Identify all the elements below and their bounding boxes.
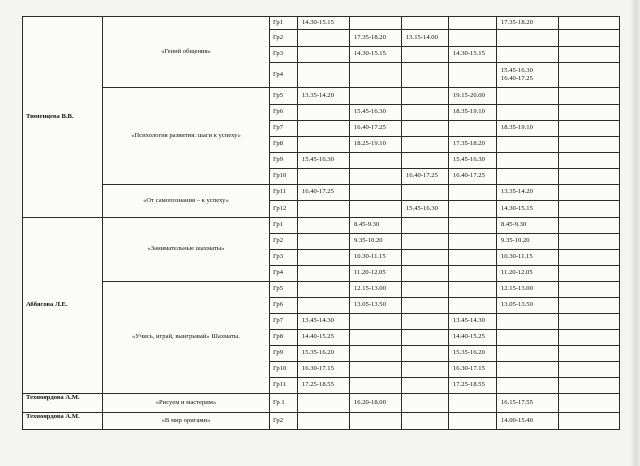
time-cell — [497, 105, 559, 121]
time-cell — [559, 282, 620, 298]
time-cell — [298, 266, 350, 282]
time-cell — [497, 137, 559, 153]
time-cell: 16.30-17.15 — [449, 362, 497, 378]
time-cell — [559, 250, 620, 266]
time-cell — [497, 362, 559, 378]
time-cell — [559, 218, 620, 234]
course-title: «Гений общения» — [103, 17, 270, 88]
time-cell: 17.25-18.55 — [449, 378, 497, 394]
time-cell: 9.35-10.20 — [350, 234, 402, 250]
time-cell — [298, 105, 350, 121]
time-cell: 16.20-18.00 — [350, 394, 402, 413]
group-label: Гр5 — [270, 282, 298, 298]
time-cell: 13.45-14.30 — [449, 314, 497, 330]
time-cell: 10.30-11.15 — [497, 250, 559, 266]
time-cell — [402, 63, 449, 88]
time-cell — [559, 330, 620, 346]
time-cell — [559, 185, 620, 201]
time-cell: 13.35-14.20 — [298, 88, 350, 105]
time-cell — [350, 88, 402, 105]
time-cell — [449, 121, 497, 137]
time-cell — [402, 266, 449, 282]
time-cell — [350, 362, 402, 378]
teacher-name: Техноярдова А.М. — [23, 413, 103, 430]
time-cell: 13.15-14.00 — [402, 30, 449, 47]
time-cell — [449, 266, 497, 282]
time-cell — [449, 201, 497, 218]
time-cell — [402, 47, 449, 63]
time-cell — [497, 314, 559, 330]
schedule-row — [23, 282, 620, 298]
time-cell — [402, 282, 449, 298]
group-label: Гр8 — [270, 330, 298, 346]
time-cell: 17.35-18.20 — [449, 137, 497, 153]
time-cell — [298, 137, 350, 153]
time-cell — [497, 346, 559, 362]
time-cell — [559, 378, 620, 394]
time-cell — [559, 88, 620, 105]
time-cell: 18.25-19.10 — [350, 137, 402, 153]
time-cell: 8.45-9.30 — [350, 218, 402, 234]
time-cell — [449, 298, 497, 314]
time-cell — [298, 394, 350, 413]
time-cell: 15.45-16.30 — [449, 153, 497, 169]
time-cell — [449, 218, 497, 234]
time-cell — [350, 153, 402, 169]
time-cell: 14.30-15.15 — [449, 47, 497, 63]
group-label: Гр6 — [270, 105, 298, 121]
time-cell — [298, 234, 350, 250]
time-cell: 16.40-17.25 — [449, 169, 497, 185]
time-cell — [350, 378, 402, 394]
time-cell: 8.45-9.30 — [497, 218, 559, 234]
time-cell — [497, 30, 559, 47]
time-cell: 14.40-15.25 — [298, 330, 350, 346]
time-cell — [497, 378, 559, 394]
time-cell: 16.40-17.25 — [402, 169, 449, 185]
time-cell — [350, 314, 402, 330]
teacher-name: Техноярдова А.М. — [23, 394, 103, 413]
time-cell: 16.40-17.25 — [298, 185, 350, 201]
time-cell — [350, 63, 402, 88]
time-cell: 17.35-18.20 — [497, 17, 559, 30]
group-label: Гр10 — [270, 362, 298, 378]
time-cell — [559, 362, 620, 378]
time-cell — [449, 30, 497, 47]
time-cell — [402, 185, 449, 201]
time-cell — [497, 47, 559, 63]
time-cell — [298, 298, 350, 314]
time-cell — [559, 413, 620, 430]
group-label: Гр3 — [270, 250, 298, 266]
time-cell — [402, 250, 449, 266]
time-cell: 18.35-19.10 — [497, 121, 559, 137]
time-cell: 14.00-15.40 — [497, 413, 559, 430]
course-title: «От самопознания – к успеху» — [103, 185, 270, 218]
time-cell — [402, 330, 449, 346]
time-cell — [350, 185, 402, 201]
time-cell — [402, 298, 449, 314]
group-label: Гр11 — [270, 185, 298, 201]
course-title: «Психология развития: шаги к успеху» — [103, 88, 270, 185]
time-cell — [559, 30, 620, 47]
time-cell — [402, 88, 449, 105]
time-cell — [559, 153, 620, 169]
time-cell — [559, 201, 620, 218]
time-cell — [402, 137, 449, 153]
group-label: Гр2 — [270, 234, 298, 250]
time-cell — [298, 201, 350, 218]
schedule-row — [23, 88, 620, 105]
time-cell: 15.45-16.30 16.40-17.25 — [497, 63, 559, 88]
group-label: Гр1 — [270, 17, 298, 30]
time-cell: 15.45-16.30 — [298, 153, 350, 169]
group-label: Гр9 — [270, 346, 298, 362]
time-cell — [402, 346, 449, 362]
group-label: Гр12 — [270, 201, 298, 218]
time-cell: 16.30-17.15 — [298, 362, 350, 378]
time-cell — [402, 17, 449, 30]
time-cell: 12.15-13.00 — [497, 282, 559, 298]
time-cell — [559, 266, 620, 282]
schedule-row — [23, 413, 620, 430]
time-cell: 15.35-16.20 — [298, 346, 350, 362]
time-cell — [350, 17, 402, 30]
time-cell: 13.05-13.50 — [497, 298, 559, 314]
schedule-row — [23, 17, 620, 30]
time-cell — [559, 169, 620, 185]
time-cell — [559, 63, 620, 88]
group-label: Гр8 — [270, 137, 298, 153]
time-cell — [559, 298, 620, 314]
time-cell — [559, 234, 620, 250]
group-label: Гр10 — [270, 169, 298, 185]
teacher-name: Тюменцева В.В. — [23, 17, 103, 218]
time-cell: 15.45-16.30 — [402, 201, 449, 218]
time-cell: 14.30-15.15 — [350, 47, 402, 63]
schedule-table — [22, 16, 620, 430]
time-cell: 13.35-14.20 — [497, 185, 559, 201]
time-cell: 10.30-11.15 — [350, 250, 402, 266]
time-cell: 18.35-19.10 — [449, 105, 497, 121]
time-cell — [298, 218, 350, 234]
group-label: Гр6 — [270, 298, 298, 314]
course-title: «В мир оригами» — [103, 413, 270, 430]
group-label: Гр11 — [270, 378, 298, 394]
time-cell — [559, 314, 620, 330]
time-cell: 12.15-13.00 — [350, 282, 402, 298]
time-cell — [402, 218, 449, 234]
time-cell — [449, 63, 497, 88]
time-cell — [402, 153, 449, 169]
time-cell — [402, 314, 449, 330]
time-cell — [402, 234, 449, 250]
time-cell: 9.35-10.20 — [497, 234, 559, 250]
time-cell — [559, 394, 620, 413]
time-cell — [402, 394, 449, 413]
time-cell — [402, 413, 449, 430]
schedule-row — [23, 185, 620, 201]
time-cell: 15.45-16.30 — [350, 105, 402, 121]
time-cell — [497, 153, 559, 169]
time-cell: 16.40-17.25 — [350, 121, 402, 137]
course-title: «Учись, играй, выигрывай» Шахматы. — [103, 282, 270, 394]
time-cell — [497, 88, 559, 105]
time-cell — [449, 185, 497, 201]
time-cell: 13.45-14.30 — [298, 314, 350, 330]
time-cell — [559, 47, 620, 63]
time-cell — [449, 17, 497, 30]
scan-edge-shadow — [630, 0, 640, 466]
group-label: Гр2 — [270, 30, 298, 47]
time-cell — [497, 330, 559, 346]
time-cell — [449, 282, 497, 298]
time-cell — [449, 413, 497, 430]
time-cell — [402, 105, 449, 121]
time-cell — [559, 105, 620, 121]
time-cell: 17.25-18.55 — [298, 378, 350, 394]
group-label: Гр4 — [270, 266, 298, 282]
time-cell — [449, 234, 497, 250]
time-cell: 17.35-18.20 — [350, 30, 402, 47]
group-label: Гр4 — [270, 63, 298, 88]
time-cell — [449, 250, 497, 266]
course-title: «Рисуем и мастерим» — [103, 394, 270, 413]
time-cell — [298, 63, 350, 88]
time-cell — [298, 47, 350, 63]
time-cell — [350, 346, 402, 362]
time-cell — [298, 250, 350, 266]
time-cell: 11.20-12.05 — [350, 266, 402, 282]
schedule-row — [23, 218, 620, 234]
time-cell — [298, 121, 350, 137]
time-cell: 13.05-13.50 — [350, 298, 402, 314]
time-cell — [402, 121, 449, 137]
time-cell — [350, 413, 402, 430]
time-cell: 14.40-15.25 — [449, 330, 497, 346]
group-label: Гр2 — [270, 413, 298, 430]
schedule-row — [23, 394, 620, 413]
group-label: Гр7 — [270, 314, 298, 330]
time-cell: 14.30-15.15 — [298, 17, 350, 30]
time-cell: 16.15-17.55 — [497, 394, 559, 413]
time-cell — [298, 30, 350, 47]
time-cell — [559, 17, 620, 30]
course-title: «Занимательные шахматы» — [103, 218, 270, 282]
time-cell — [559, 346, 620, 362]
time-cell — [402, 362, 449, 378]
group-label: Гр5 — [270, 88, 298, 105]
time-cell — [298, 282, 350, 298]
time-cell — [449, 394, 497, 413]
time-cell — [559, 137, 620, 153]
time-cell — [350, 169, 402, 185]
time-cell — [298, 413, 350, 430]
time-cell — [497, 169, 559, 185]
time-cell: 15.35-16.20 — [449, 346, 497, 362]
time-cell: 14.30-15.15 — [497, 201, 559, 218]
group-label: Гр9 — [270, 153, 298, 169]
group-label: Гр3 — [270, 47, 298, 63]
time-cell — [298, 169, 350, 185]
time-cell: 19.15-20.00 — [449, 88, 497, 105]
time-cell: 11.20-12.05 — [497, 266, 559, 282]
teacher-name: Аббясова Л.Е. — [23, 218, 103, 394]
group-label: Гр1 — [270, 218, 298, 234]
group-label: Гр7 — [270, 121, 298, 137]
time-cell — [559, 121, 620, 137]
time-cell — [402, 378, 449, 394]
time-cell — [350, 330, 402, 346]
group-label: Гр 1 — [270, 394, 298, 413]
time-cell — [350, 201, 402, 218]
